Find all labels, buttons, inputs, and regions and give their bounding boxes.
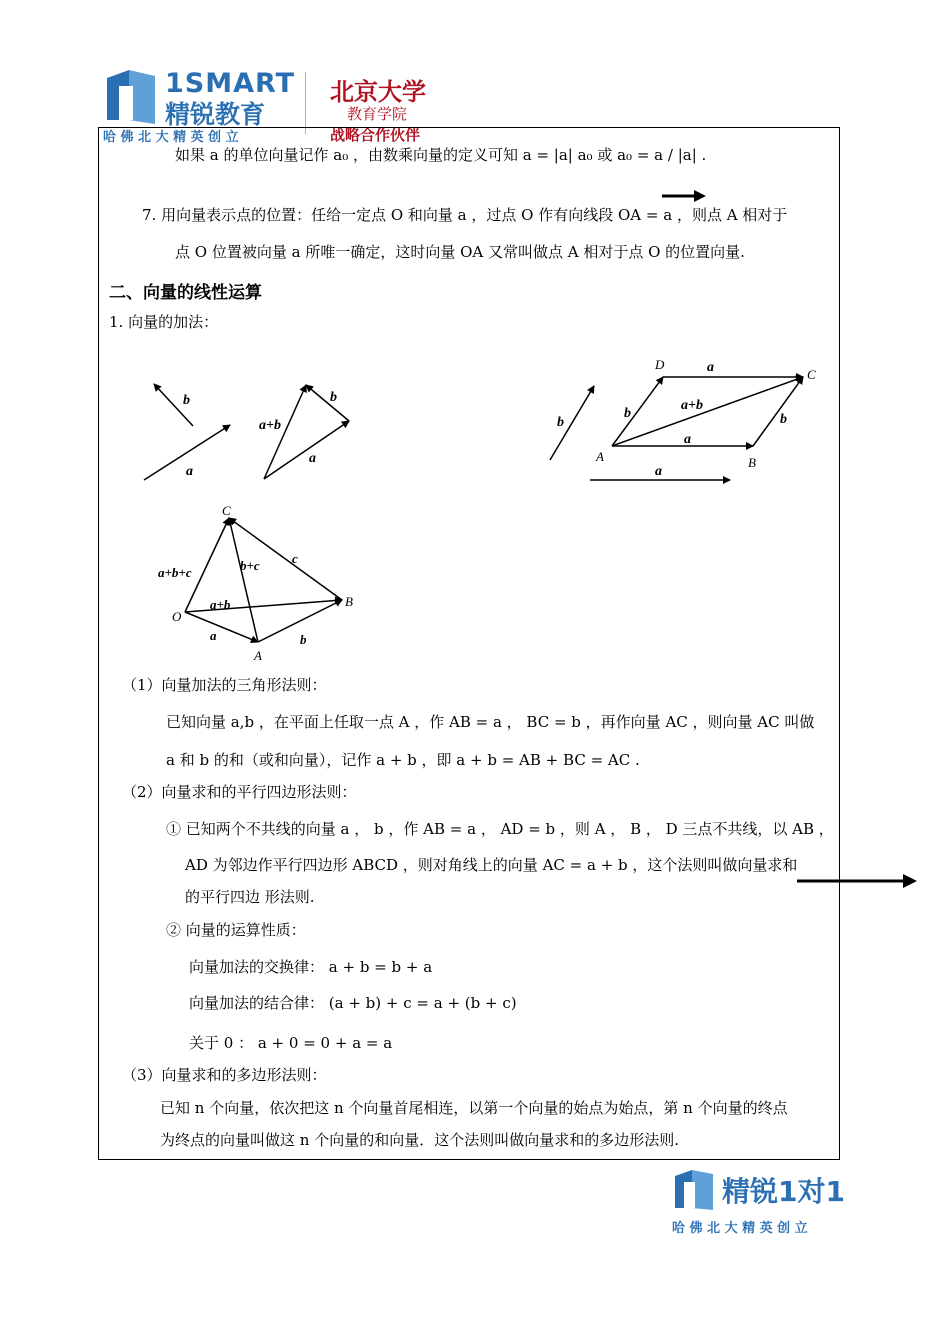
fig5-label-a: a — [210, 628, 217, 643]
triangle-rule-title: （1）向量加法的三角形法则： — [122, 676, 327, 694]
fig4-vector-AC — [612, 377, 803, 446]
logo-mark-icon — [103, 70, 159, 124]
fig5-label-C: C — [222, 503, 231, 518]
fig4-label-below: a — [655, 464, 662, 479]
fig2-label-sum: a+b — [259, 418, 281, 433]
parallelogram-rule-title: （2）向量求和的平行四边形法则： — [122, 783, 357, 801]
logo-right-line2: 教育学院 — [347, 105, 408, 123]
polygon-line2: 为终点的向量叫做这 n 个向量的和向量．这个法则叫做向量求和的多边形法则. — [160, 1131, 679, 1149]
fig1-label-a: a — [186, 464, 193, 479]
fig5-vector-OA — [185, 612, 258, 642]
associative-law: 向量加法的结合律： (a + b) + c = a + (b + c) — [189, 994, 517, 1012]
fig5-label-c: c — [292, 551, 298, 566]
fig4-vector-AD — [612, 377, 663, 446]
fig4-label-bottom: a — [684, 432, 691, 447]
item7-line2: 点 O 位置被向量 a 所唯一确定，这时向量 OA 又常叫做点 A 相对于点 O 的位置向量. — [175, 243, 745, 261]
fig5-label-abc: a+b+c — [158, 565, 192, 580]
parallelogram-line3: 的平行四边 形法则. — [185, 888, 315, 906]
fig1-label-b: b — [183, 393, 190, 408]
fig4-label-left: b — [624, 406, 631, 421]
fig4-label-right: b — [780, 412, 787, 427]
fig5-label-A: A — [254, 648, 262, 663]
fig4-label-C: C — [807, 367, 816, 382]
parallelogram-line1: ① 已知两个不共线的向量 a ， b ，作 AB = a ， AD = b ，则 A ， B ， D 三点不共线，以 AB ， — [166, 820, 834, 838]
fig3-label-b: b — [557, 415, 564, 430]
section2-title: 二、向量的线性运算 — [109, 283, 262, 303]
figure-separate-vectors — [135, 375, 240, 490]
footer-logo-line2: 哈 佛 北 大 精 英 创 立 — [672, 1221, 808, 1236]
item7-line1: 7. 用向量表示点的位置：任给一定点 O 和向量 a ，过点 O 作有向线段 OA = a ，则点 A 相对于 — [142, 206, 788, 224]
zero-law: 关于 0 ： a + 0 = 0 + a = a — [189, 1034, 393, 1052]
triangle-rule-line1: 已知向量 a,b ，在平面上任取一点 A ，作 AB = a ， BC = b ，再作向量 AC ，则向量 AC 叫做 — [166, 713, 815, 731]
logo-right-line3: 战略合作伙伴 — [330, 126, 421, 144]
fig4-vector-BC — [753, 377, 803, 446]
fig5-label-b: b — [300, 632, 307, 647]
figure-parallelogram — [585, 352, 825, 492]
triangle-rule-line2: a 和 b 的和（或和向量），记作 a + b ，即 a + b = AB + BC = AC . — [166, 751, 640, 769]
footer-logo-line1: 精锐1对1 — [722, 1175, 845, 1208]
parallelogram-line2: AD 为邻边作平行四边形 ABCD ，则对角线上的向量 AC = a + b ，这个法则叫做向量求和 — [185, 856, 798, 874]
logo-right-line1: 北京大学 — [330, 78, 426, 106]
vector-arrow-icon — [660, 188, 708, 204]
fig4-label-diag: a+b — [681, 398, 703, 413]
logo-left-line1: 1SMART — [165, 68, 295, 99]
polygon-rule-title: （3）向量求和的多边形法则： — [122, 1066, 327, 1084]
fig2-label-a: a — [309, 451, 316, 466]
logo-divider — [305, 72, 306, 134]
fig4-label-B: B — [748, 455, 756, 470]
fig4-label-D: D — [655, 357, 665, 372]
unit-vector-line: 如果 a 的单位向量记作 a₀ ，由数乘向量的定义可知 a = |a| a₀ 或 a₀ = a / |a| . — [175, 146, 707, 164]
figure-polygon-rule — [155, 500, 370, 665]
fig2-label-b: b — [330, 390, 337, 405]
fig4-label-top: a — [707, 360, 714, 375]
polygon-line1: 已知 n 个向量，依次把这 n 个向量首尾相连，以第一个向量的始点为始点，第 n 个向量的终点 — [160, 1099, 788, 1117]
fig5-label-bc: b+c — [240, 558, 260, 573]
fig5-label-B: B — [345, 594, 353, 609]
figure-triangle-rule — [252, 375, 362, 490]
fig5-label-ab: a+b — [210, 597, 231, 612]
logo-left-line3: 哈 佛 北 大 精 英 创 立 — [103, 130, 239, 145]
sub1-title: 1. 向量的加法： — [109, 313, 219, 331]
logo-left-line2: 精锐教育 — [165, 100, 266, 129]
fig2-vector-b — [306, 385, 349, 421]
fig4-label-A: A — [596, 449, 604, 464]
fig5-label-O: O — [172, 609, 182, 624]
margin-arrow-icon — [795, 873, 920, 889]
properties-title: ② 向量的运算性质： — [166, 921, 306, 939]
fig5-vector-OB — [185, 600, 342, 612]
footer-logo-mark-icon — [672, 1170, 716, 1210]
commutative-law: 向量加法的交换律： a + b = b + a — [189, 958, 433, 976]
